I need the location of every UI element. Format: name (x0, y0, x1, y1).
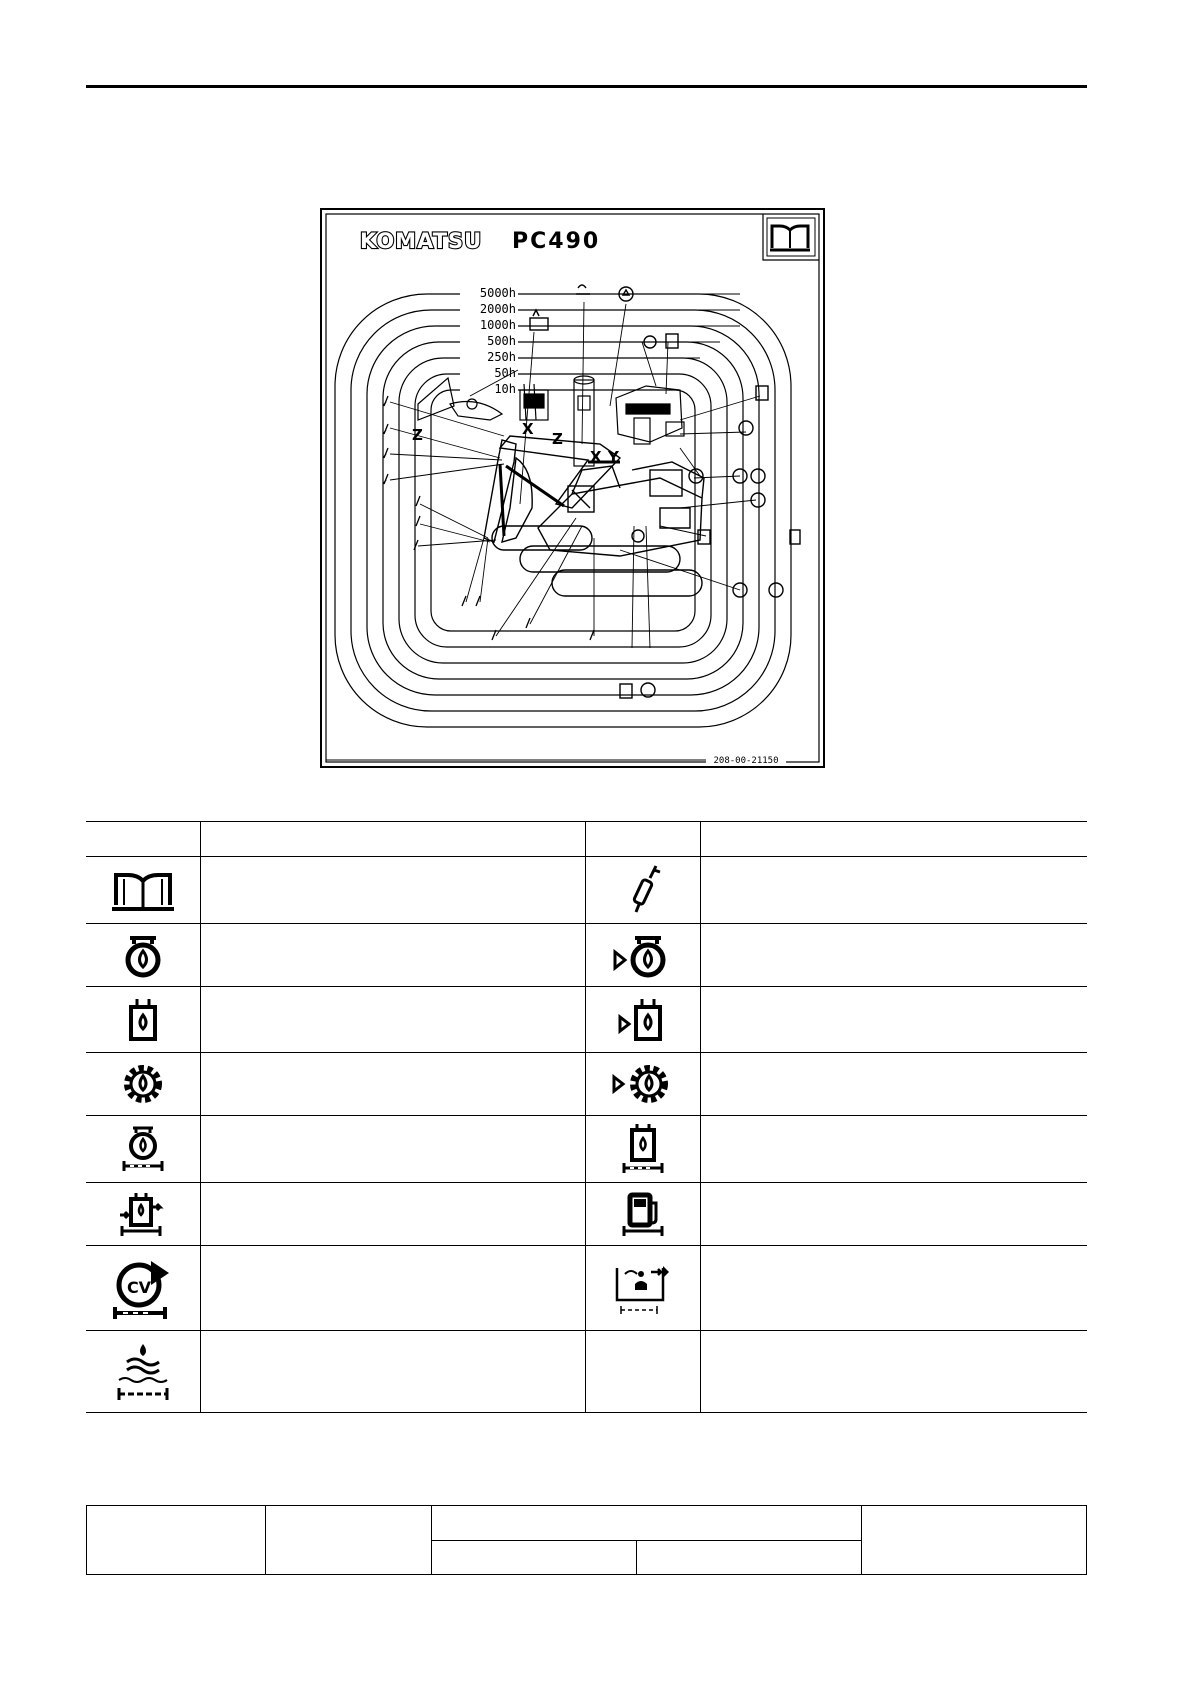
symbol-table (86, 821, 1087, 1413)
description-cell (701, 924, 1088, 987)
symbol-cell (586, 924, 701, 987)
description-cell (701, 1053, 1088, 1116)
symbol-cell (586, 1116, 701, 1183)
description-cell (201, 987, 586, 1053)
symbol-cell (86, 924, 201, 987)
symbol-cell (586, 987, 701, 1053)
coolant-icon (113, 1340, 173, 1404)
table-row (86, 1183, 1087, 1246)
view-marker: Z (412, 426, 423, 444)
view-marker: X (590, 448, 602, 466)
table-row (86, 987, 1087, 1053)
description-cell (201, 1183, 586, 1246)
table-row (86, 1116, 1087, 1183)
description-cell (201, 1331, 586, 1413)
water-separator-icon (611, 1258, 675, 1318)
footer-grid (86, 1505, 1087, 1575)
description-cell (701, 1246, 1088, 1331)
interval-rings (335, 294, 791, 727)
footer-divider (861, 1506, 862, 1574)
description-cell (701, 857, 1088, 924)
symbol-cell (586, 1183, 701, 1246)
description-cell (701, 1183, 1088, 1246)
description-cell (701, 1331, 1088, 1413)
view-marker: Z (552, 430, 563, 448)
symbol-cell (86, 1183, 201, 1246)
decal-brand: KOMATSU (360, 229, 483, 253)
interval-label: 1000h (479, 318, 516, 332)
symbol-cell (86, 1246, 201, 1331)
grease-gun-icon (618, 862, 668, 918)
description-cell (701, 1116, 1088, 1183)
symbol-cell (586, 1331, 701, 1413)
table-row (86, 924, 1087, 987)
symbol-cell (86, 1053, 201, 1116)
description-cell (701, 987, 1088, 1053)
footer-divider (431, 1540, 861, 1541)
view-marker: Y (608, 448, 619, 466)
hydraulic-oil-change-icon (618, 995, 668, 1045)
decal-model: PC490 (512, 229, 601, 254)
interval-label: 10h (494, 382, 516, 396)
decal-manual-book-icon (770, 226, 810, 250)
header-cell (86, 822, 201, 857)
interval-label: 500h (487, 334, 516, 348)
interval-label: 2000h (479, 302, 516, 316)
symbol-cell (86, 987, 201, 1053)
symbol-cell (86, 1116, 201, 1183)
hydraulic-breather-icon (118, 1189, 168, 1239)
description-cell (201, 1246, 586, 1331)
interval-label: 250h (487, 350, 516, 364)
svg-text:CV: CV (126, 1278, 152, 1297)
table-row (86, 1246, 1087, 1331)
hydraulic-oil-filter-icon (618, 1122, 668, 1176)
symbol-cell (86, 857, 201, 924)
table-header-row (86, 822, 1087, 857)
symbol-cell (86, 1331, 201, 1413)
manual-book-icon (108, 865, 178, 915)
hydraulic-oil-check-icon (123, 995, 163, 1045)
symbol-cell (586, 1246, 701, 1331)
table-row (86, 857, 1087, 924)
view-marker: X (522, 420, 534, 438)
description-cell (201, 924, 586, 987)
interval-label: 5000h (479, 286, 516, 300)
footer-divider (265, 1506, 266, 1574)
header-cell (701, 822, 1088, 857)
maintenance-decal (320, 208, 825, 768)
interval-label: 50h (494, 366, 516, 380)
description-cell (201, 1116, 586, 1183)
decal-drawing (320, 208, 825, 768)
engine-oil-check-icon (118, 930, 168, 980)
header-cell (201, 822, 586, 857)
gear-oil-change-icon (612, 1059, 674, 1109)
table-row (86, 1331, 1087, 1413)
engine-oil-change-icon (611, 930, 675, 980)
engine-oil-filter-icon (118, 1124, 168, 1174)
gear-oil-check-icon (118, 1059, 168, 1109)
description-cell (201, 857, 586, 924)
description-cell (201, 1053, 586, 1116)
symbol-cell (586, 1053, 701, 1116)
footer-divider (636, 1540, 637, 1574)
top-rule (86, 85, 1087, 88)
fuel-filter-icon (618, 1189, 668, 1239)
symbol-cell (586, 857, 701, 924)
corrosion-resistor-icon (111, 1255, 175, 1321)
header-cell (586, 822, 701, 857)
table-row (86, 1053, 1087, 1116)
decal-part-number: 208-00-21150 (713, 756, 779, 766)
